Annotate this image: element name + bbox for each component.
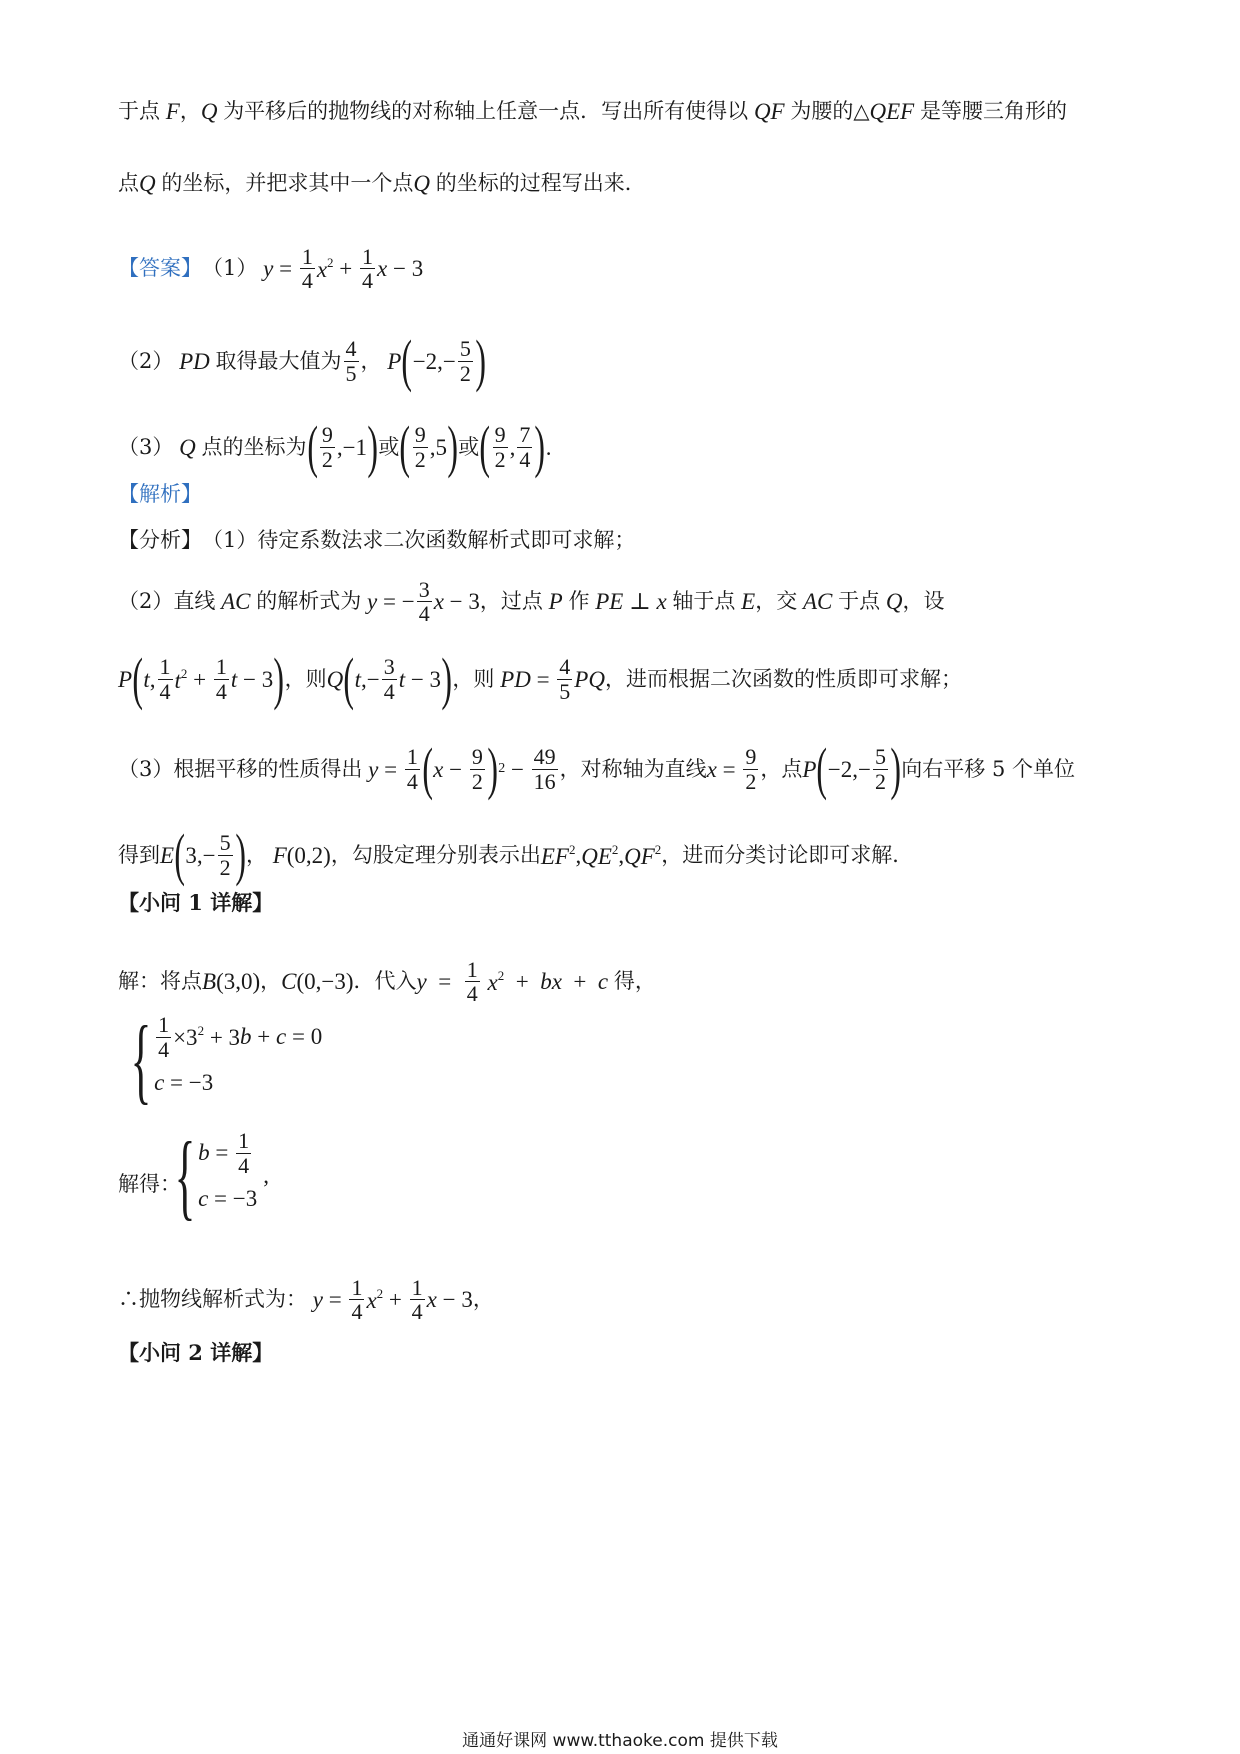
answer-tag: 【答案】 xyxy=(118,256,202,281)
page-footer: 通通好课网 www.tthaoke.com 提供下载 xyxy=(462,1731,778,1751)
analysis-s3: P ( t , $\frac{1}{4}$ $t^2$ + $\frac{1}{4}$ t − 3 ) ，则 Q ( t ,− $\frac{3}{4}$ t − 3 ) ，则 PD = $\frac{4}{5}$ PQ ，进而根据二次函数的性质即可求解； xyxy=(118,646,962,711)
analysis-s1: 【分析】 （1）待定系数法求二次函数解析式即可求解； xyxy=(118,528,636,552)
detail1-solution: 解：将点 B (3,0) ， C (0,−3) ．代入 y = $\frac{1}{4}$ $x^2$ + bx + c 得， xyxy=(118,957,656,1007)
answer-2: （2） PD 取得最大值为 $\frac{4}{5}$ ， P ( −2,− $\frac{5}{2}$ ) xyxy=(118,328,486,393)
detail2-title: 【小问 2 详解】 xyxy=(118,1340,274,1365)
equation-system: { $\frac{1}{4}$ $\times 3^2 + 3$ b + c = 0 c = −3 xyxy=(130,1006,323,1113)
intro-line-1: 于点 F ， Q 为平移后的抛物线的对称轴上任意一点．写出所有使得以 QF 为腰的△ QEF 是等腰三角形的 xyxy=(118,99,1067,124)
detail1-title: 【小问 1 详解】 xyxy=(118,890,274,915)
analysis-tag: 【解析】 xyxy=(118,482,202,506)
analysis-s2: （2）直线 AC 的解析式为 y = − $\frac{3}{4}$ x − 3 ，过点 P 作 PE ⊥ x 轴于点 E ，交 AC 于点 Q ，设 xyxy=(118,577,945,627)
answer-3: （3） Q 点的坐标为 ( $\frac{9}{2}$ ,−1 ) 或 ( $\frac{9}{2}$ ,5 ) 或 ( $\frac{9}{2}$ , $\frac{7}{4}$ ) . xyxy=(118,414,552,479)
solution-system: { b = $\frac{1}{4}$ c = −3 , xyxy=(174,1122,269,1229)
analysis-s5: 得到 E ( 3,− $\frac{5}{2}$ ) ， F (0,2) ，勾股定理分别表示出 $EF^2$ , $QE^2$ , $QF^2$ ，进而分类讨论即可求解． xyxy=(118,822,914,887)
detail1-result: ∴抛物线解析式为： y = $\frac{1}{4}$ $x^2$ + $\frac{1}{4}$ x − 3 ， xyxy=(118,1275,494,1325)
analysis-s4: （3）根据平移的性质得出 y = $\frac{1}{4}$ ( x − $\frac{9}{2}$ ) 2 − $\frac{49}{16}$ ，对称轴为直线 x = $\frac{9}{2}$ ，点 P ( −2,− $\frac{5}{2}$ ) 向右平移 5 个单位 xyxy=(118,736,1076,801)
detail1-solve-label: 解得： xyxy=(118,1172,181,1196)
intro-line-2: 点 Q 的坐标，并把求其中一个点 Q 的坐标的过程写出来． xyxy=(118,171,646,196)
analysis-tag-line xyxy=(118,484,1130,505)
answer-1: 【答案】 （1） y = $\frac{1}{4}$ $x^2$ + $\frac{1}{4}$ x − 3 xyxy=(118,244,424,294)
